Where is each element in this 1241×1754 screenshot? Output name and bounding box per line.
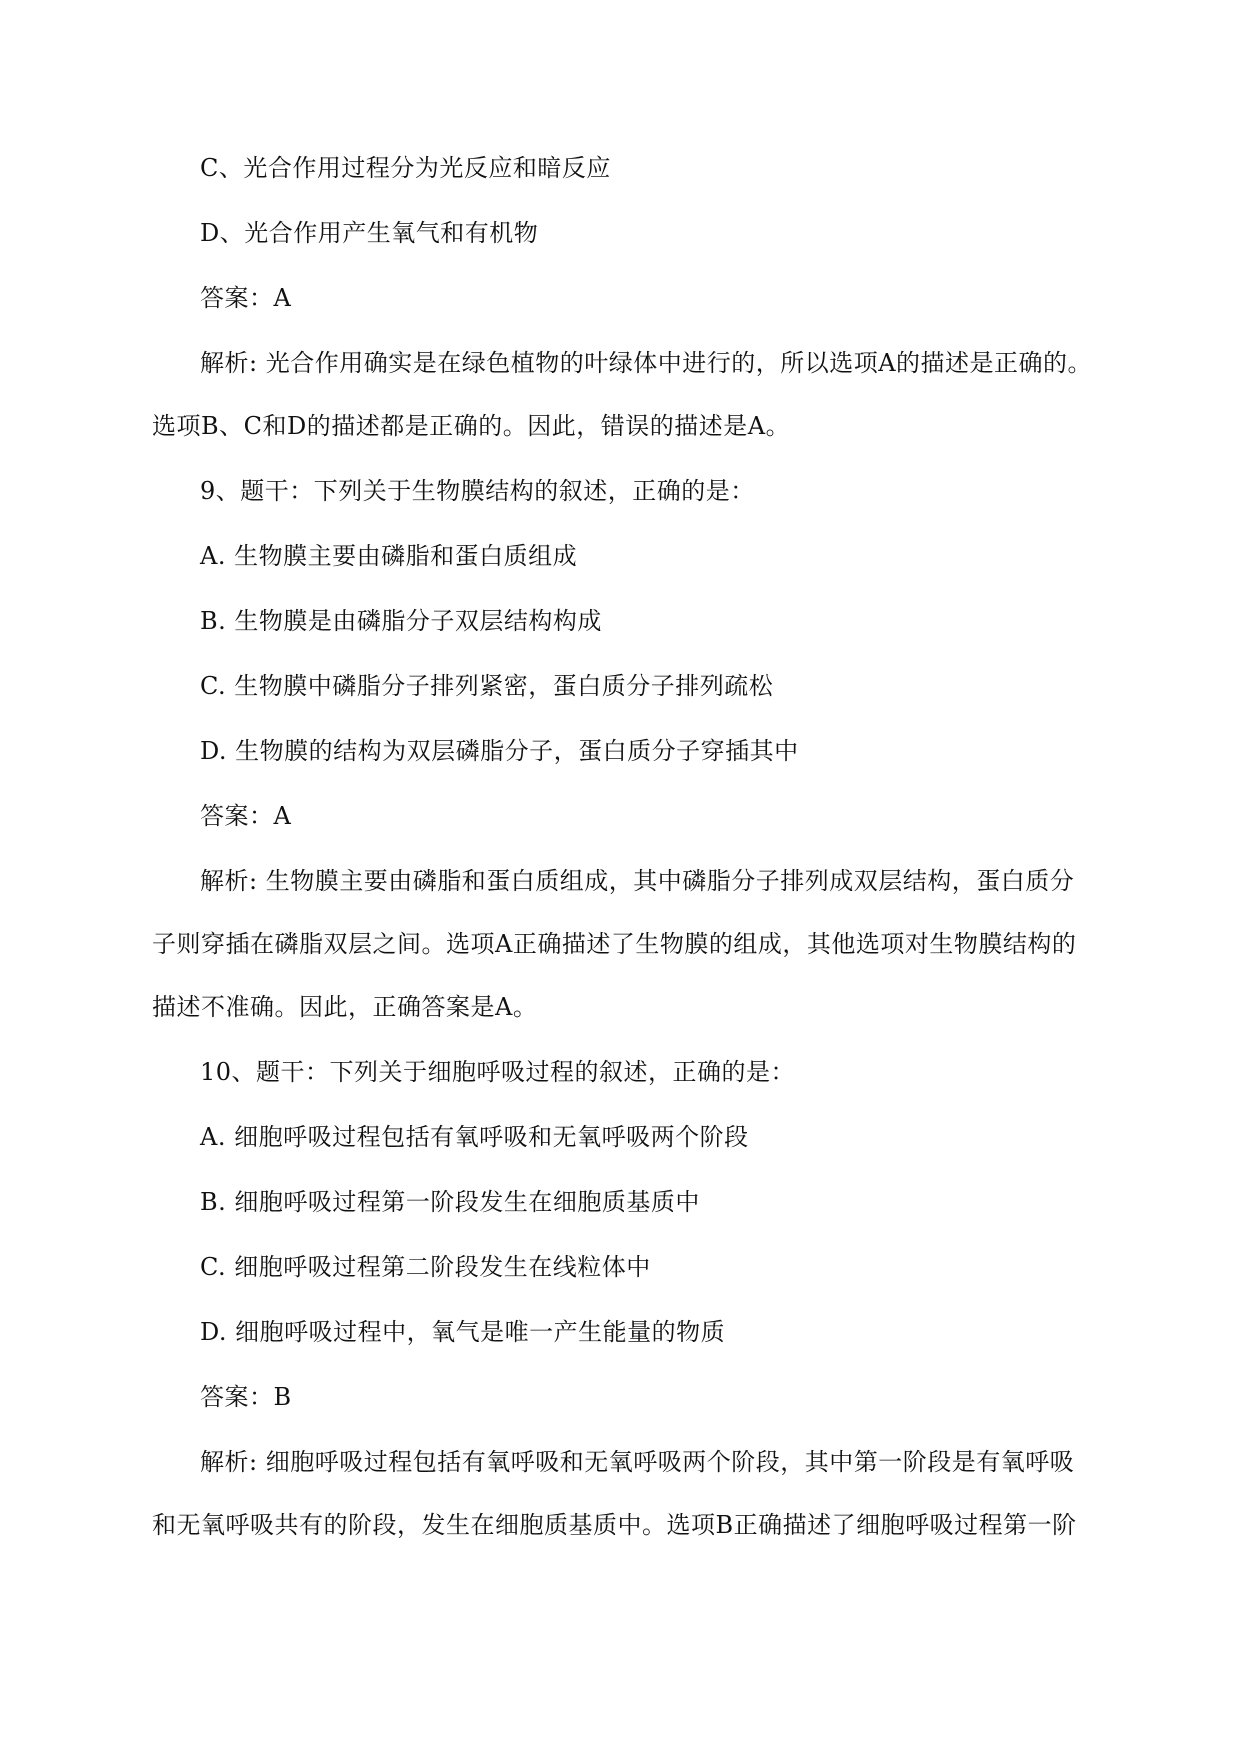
option-d-q10: D. 细胞呼吸过程中，氧气是唯一产生能量的物质 bbox=[200, 1318, 726, 1346]
option-c-q9: C. 生物膜中磷脂分子排列紧密，蛋白质分子排列疏松 bbox=[200, 672, 774, 700]
option-c-q10: C. 细胞呼吸过程第二阶段发生在线粒体中 bbox=[200, 1253, 651, 1281]
option-d-q9: D. 生物膜的结构为双层磷脂分子，蛋白质分子穿插其中 bbox=[200, 737, 799, 765]
option-c-q8: C、光合作用过程分为光反应和暗反应 bbox=[200, 154, 611, 182]
option-a-q9: A. 生物膜主要由磷脂和蛋白质组成 bbox=[200, 542, 578, 570]
analysis-q9-line2: 子则穿插在磷脂双层之间。选项A正确描述了生物膜的组成，其他选项对生物膜结构的 bbox=[152, 930, 1077, 958]
answer-q8: 答案：A bbox=[200, 284, 292, 312]
analysis-q9-line3: 描述不准确。因此，正确答案是A。 bbox=[152, 993, 538, 1021]
answer-q9: 答案：A bbox=[200, 802, 292, 830]
option-b-q10: B. 细胞呼吸过程第一阶段发生在细胞质基质中 bbox=[200, 1188, 700, 1216]
analysis-q8-line1: 解析: 光合作用确实是在绿色植物的叶绿体中进行的，所以选项A的描述是正确的。 bbox=[200, 349, 1093, 377]
answer-q10: 答案：B bbox=[200, 1383, 292, 1411]
analysis-q9-line1: 解析: 生物膜主要由磷脂和蛋白质组成，其中磷脂分子排列成双层结构，蛋白质分 bbox=[200, 867, 1075, 895]
question-9-stem: 9、题干：下列关于生物膜结构的叙述，正确的是： bbox=[200, 477, 755, 505]
analysis-q8-line2: 选项B、C和D的描述都是正确的。因此，错误的描述是A。 bbox=[152, 412, 791, 440]
option-a-q10: A. 细胞呼吸过程包括有氧呼吸和无氧呼吸两个阶段 bbox=[200, 1123, 749, 1151]
analysis-q10-line1: 解析: 细胞呼吸过程包括有氧呼吸和无氧呼吸两个阶段，其中第一阶段是有氧呼吸 bbox=[200, 1448, 1075, 1476]
option-d-q8: D、光合作用产生氧气和有机物 bbox=[200, 219, 539, 247]
option-b-q9: B. 生物膜是由磷脂分子双层结构构成 bbox=[200, 607, 602, 635]
analysis-q10-line2: 和无氧呼吸共有的阶段，发生在细胞质基质中。选项B正确描述了细胞呼吸过程第一阶 bbox=[152, 1511, 1077, 1539]
question-10-stem: 10、题干：下列关于细胞呼吸过程的叙述，正确的是： bbox=[200, 1058, 796, 1086]
